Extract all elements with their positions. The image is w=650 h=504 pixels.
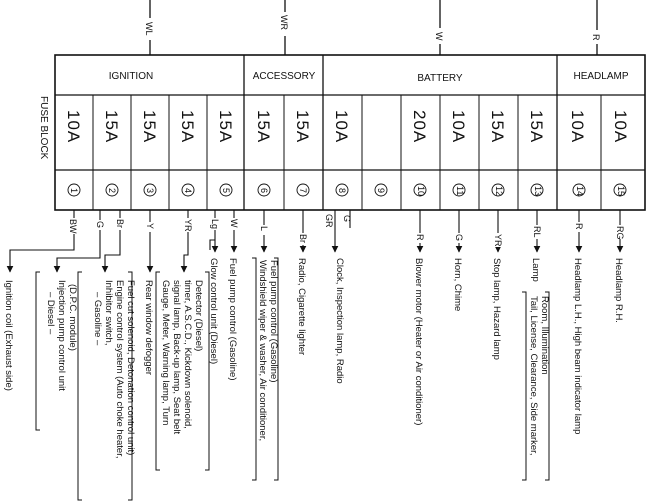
load-horn: Horn, Chime [452, 258, 463, 312]
fuse-rating-5: 15A [216, 110, 235, 144]
group-ignition: IGNITION [108, 71, 154, 82]
wire-label-lg: Lg [210, 219, 220, 230]
fuse-number-2: 2 [107, 188, 117, 194]
load-gauge-3: timer, A.S.C.D., Kickdown solenoid, [182, 280, 193, 429]
group-headlamp: HEADLAMP [573, 71, 629, 82]
load-gasoline-2: Engine control system (Auto choke heater, [114, 280, 125, 459]
wire-label-rg: RG [615, 226, 625, 240]
fuse-number-11: 11 [455, 186, 465, 196]
wire-label-br: Br [115, 219, 125, 228]
load-clock: Clock, Inspection lamp, Radio [334, 258, 345, 384]
load-glow-control: Glow control unit (Diesel) [208, 258, 219, 365]
load-gauge-1: Gauge, Meter, Warning lamp, Turn [160, 280, 171, 426]
fuse-rating-1: 10A [64, 110, 83, 144]
load-ignition-coil: Ignition coil (Exhaust side) [3, 280, 14, 391]
wire-label-yr-12: YR [493, 234, 503, 247]
fuse-rating-3: 15A [140, 110, 159, 144]
fuse-rating-10: 20A [410, 110, 429, 144]
fuse-number-3: 3 [145, 188, 155, 194]
load-headlamp-rh: Headlamp R.H. [613, 258, 624, 323]
source-wire-wr: WR [279, 15, 289, 30]
fuse-rating-7: 15A [293, 110, 312, 144]
fuse-rating-6: 15A [254, 110, 273, 144]
fuse-rating-15: 10A [611, 110, 630, 144]
wire-label-l: L [259, 226, 269, 232]
fuse-number-1: 1 [69, 188, 79, 194]
group-battery: BATTERY [417, 73, 463, 84]
fuse-number-8: 8 [337, 188, 347, 194]
source-wires [150, 0, 597, 55]
load-headlamp-lh: Headlamp L.H., High beam indicator lamp [572, 258, 583, 435]
source-wire-r: R [591, 34, 601, 41]
load-diesel-2: (D.P.C. module) [67, 284, 78, 351]
fuse-number-14: 14 [575, 186, 585, 197]
load-rear-defogger: Rear window defogger [143, 280, 154, 376]
fuse-number-12: 12 [494, 186, 504, 197]
load-gauge-2: signal lamp, Back-up lamp, Seat belt [171, 280, 182, 435]
load-radio-lighter: Radio, Cigarette lighter [296, 258, 307, 356]
load-diesel-header: – Diesel – [45, 292, 56, 335]
wire-label-g-clock: G [342, 215, 352, 223]
wire-label-g: G [95, 221, 105, 229]
wire-label-r-14: R [574, 223, 584, 230]
load-diesel-1: Injection pump control unit [56, 280, 67, 391]
fuse-block-label: FUSE BLOCK [38, 96, 49, 160]
fuse-number-10: 10 [416, 186, 426, 197]
load-gauge-4: Detector (Diesel) [193, 280, 204, 352]
wire-label-y: Y [145, 223, 155, 230]
wire-label-br-7: Br [298, 234, 308, 243]
fuse-number-6: 6 [259, 188, 269, 194]
fuse-numbers [68, 184, 626, 196]
load-labels [3, 258, 624, 459]
fuse-rating-12: 15A [488, 110, 507, 144]
load-tail-1: Tail, License, Clearance, Side marker, [528, 296, 539, 456]
fuse-number-9: 9 [376, 188, 386, 194]
load-gasoline-3: Fuel cut solenoid, Detonation control unit) [125, 280, 136, 456]
output-wires [10, 210, 620, 272]
fuse-rating-8: 10A [332, 110, 351, 144]
load-stop-lamp: Stop lamp, Hazard lamp [491, 258, 502, 360]
fuse-rating-14: 10A [568, 110, 587, 144]
load-blower: Blower motor (Heater or Air conditioner) [413, 258, 424, 426]
wire-label-bw: BW [68, 219, 78, 234]
wire-label-w: W [229, 219, 239, 228]
load-fuel-pump: Fuel pump control (Gasoline) [227, 258, 238, 381]
load-gasoline-1: Inhibitor switch, [103, 280, 114, 346]
source-wire-wl: WL [144, 22, 154, 36]
fuse-ratings [64, 110, 630, 143]
load-wiper-1: Windshield wiper & washer, Air conditioner, [257, 260, 268, 442]
fuse-rating-2: 15A [102, 110, 121, 144]
fuse-number-5: 5 [221, 188, 231, 194]
load-tail-2: Room, Illumination [539, 296, 550, 375]
wire-label-yr: YR [183, 219, 193, 232]
fuse-number-4: 4 [183, 188, 193, 194]
fuse-number-15: 15 [616, 186, 626, 197]
load-lamp: Lamp [530, 258, 541, 282]
fuse-rating-4: 15A [178, 110, 197, 144]
wire-label-r: R [415, 234, 425, 241]
load-wiper-2: Fuel pump control (Gasoline) [268, 260, 279, 383]
group-accessory: ACCESSORY [252, 71, 316, 82]
wire-label-g-11: G [454, 234, 464, 242]
fuse-number-13: 13 [533, 186, 543, 197]
fuse-rating-13: 15A [527, 110, 546, 144]
fuse-number-7: 7 [298, 188, 308, 194]
load-gasoline-header: – Gasoline – [92, 292, 103, 346]
fuse-rating-11: 10A [449, 110, 468, 144]
wire-label-rl: RL [532, 226, 542, 238]
wire-label-gr: GR [324, 214, 334, 228]
source-wire-w: W [434, 32, 444, 41]
